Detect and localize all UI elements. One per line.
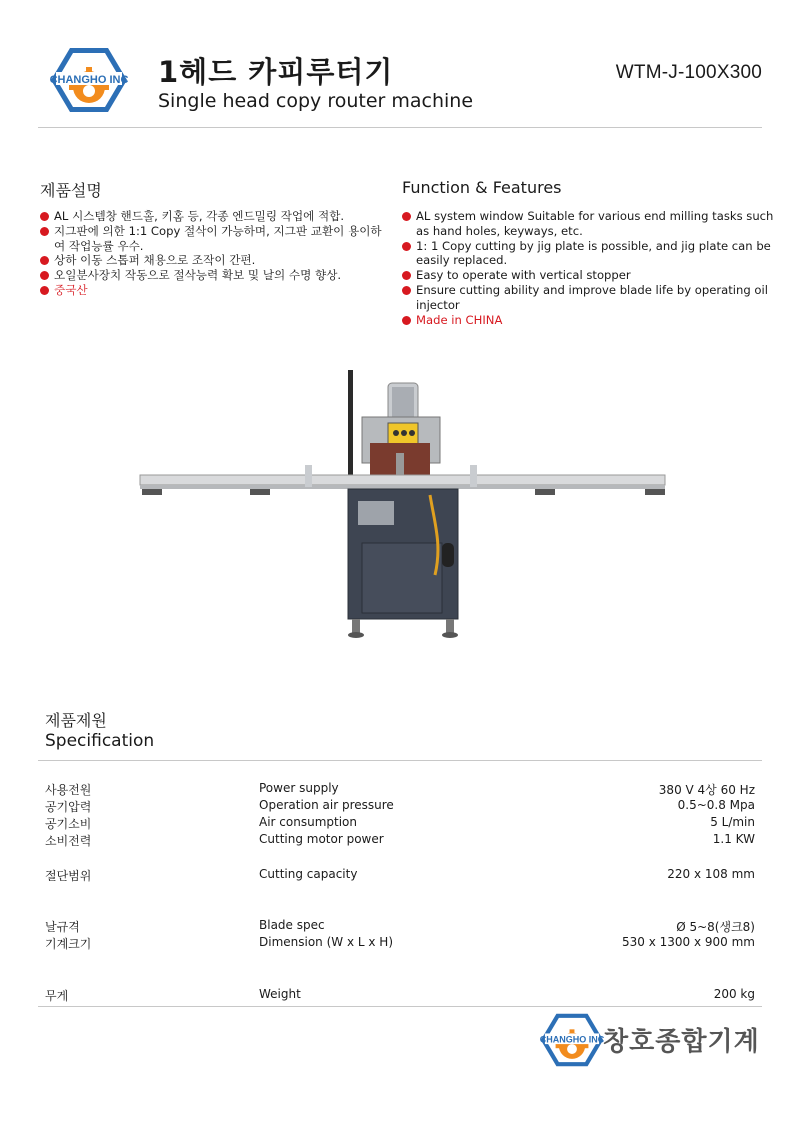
feature-item <box>402 313 782 328</box>
footer-logo <box>540 1012 604 1068</box>
description-kr-list <box>40 209 385 298</box>
spec-label-kr: 무게 <box>45 989 69 1003</box>
spec-value: 220 x 108 mm <box>667 867 755 881</box>
footer-company-name: 창호종합기계 <box>603 1027 760 1057</box>
feature-text: Ensure cutting ability and improve blade life by operating oil injector <box>416 282 768 312</box>
spec-value: 1.1 KW <box>712 832 755 846</box>
feature-text: Made in CHINA <box>416 312 503 327</box>
description-en-list <box>402 209 782 327</box>
spec-row <box>45 832 755 849</box>
model-number: WTM-J-100X300 <box>615 62 762 83</box>
bullet-icon <box>402 286 411 295</box>
bullet-icon <box>402 242 411 251</box>
spec-row <box>45 815 755 832</box>
description-en-title: Function & Features <box>402 178 562 197</box>
feature-text: AL system window Suitable for various end milling tasks such as hand holes, keyways, etc. <box>416 209 774 238</box>
spec-value: 380 V 4상 60 Hz <box>658 783 755 797</box>
spec-label-kr: 공기압력 <box>45 800 92 814</box>
feature-item <box>40 224 385 254</box>
feature-text: AL 시스템창 핸드홀, 키홈 등, 각종 엔드밀링 작업에 적합. <box>54 209 345 223</box>
spec-label-kr: 절단범위 <box>45 869 92 883</box>
spec-row <box>45 798 755 815</box>
spec-label-kr: 소비전력 <box>45 834 92 848</box>
description-kr-title: 제품설명 <box>40 181 102 200</box>
feature-item <box>40 253 385 268</box>
feature-text: 상하 이동 스톱퍼 채용으로 조작이 간편. <box>54 253 256 268</box>
spec-value: Ø 5~8(생크8) <box>676 920 755 934</box>
spec-value: 0.5~0.8 Mpa <box>677 798 755 812</box>
spec-row <box>45 867 755 884</box>
spec-bottom-divider <box>38 1006 762 1007</box>
bullet-icon <box>40 271 49 280</box>
spec-label-en: Weight <box>259 987 301 1001</box>
bullet-icon <box>40 227 49 236</box>
feature-text: 중국산 <box>54 282 88 297</box>
spec-label-kr: 사용전원 <box>45 783 92 797</box>
spec-label-en: Cutting motor power <box>259 832 384 846</box>
feature-item <box>40 209 385 224</box>
feature-text: 오일분사장치 작동으로 절삭능력 확보 및 날의 수명 향상. <box>54 268 342 283</box>
feature-item <box>402 239 782 269</box>
svg-text:CHANGHO INC: CHANGHO INC <box>540 1034 604 1045</box>
spec-label-en: Operation air pressure <box>259 798 394 812</box>
bullet-icon <box>40 212 49 221</box>
spec-top-divider <box>38 760 762 761</box>
spec-title-kr: 제품제원 <box>45 711 107 730</box>
spec-label-en: Dimension (W x L x H) <box>259 935 393 949</box>
feature-text: Easy to operate with vertical stopper <box>416 268 631 283</box>
feature-item <box>402 283 782 313</box>
feature-item <box>40 283 385 298</box>
feature-text: 1: 1 Copy cutting by jig plate is possible, and jig plate can be easily replaced. <box>416 238 771 268</box>
spec-row <box>45 781 755 798</box>
spec-label-en: Blade spec <box>259 918 325 932</box>
spec-label-en: Cutting capacity <box>259 867 358 881</box>
feature-item <box>402 209 782 239</box>
spec-value: 5 L/min <box>710 815 755 829</box>
svg-text:CHANGHO INC: CHANGHO INC <box>50 74 128 86</box>
spec-value: 200 kg <box>713 987 755 1001</box>
spec-label-kr: 공기소비 <box>45 817 92 831</box>
bullet-icon <box>402 316 411 325</box>
bullet-icon <box>40 286 49 295</box>
spec-title-en: Specification <box>45 731 155 751</box>
spec-label-kr: 날규격 <box>45 920 80 934</box>
spec-label-kr: 기계크기 <box>45 937 92 951</box>
header-divider <box>38 127 762 128</box>
spec-row <box>45 935 755 952</box>
spec-label-en: Air consumption <box>259 815 357 829</box>
spec-row <box>45 918 755 935</box>
title-korean: 1헤드 카피루터기 <box>158 55 394 89</box>
spec-value: 530 x 1300 x 900 mm <box>621 935 755 949</box>
machine-image <box>130 365 675 650</box>
feature-item <box>402 268 782 283</box>
bullet-icon <box>402 212 411 221</box>
feature-item <box>40 268 385 283</box>
title-english: Single head copy router machine <box>158 90 474 112</box>
bullet-icon <box>40 256 49 265</box>
feature-text: 지그판에 의한 1:1 Copy 절삭이 가능하며, 지그판 교환이 용이하여 작업능률 우수. <box>54 223 382 253</box>
changho-logo <box>50 46 128 114</box>
spec-row <box>45 987 755 1004</box>
bullet-icon <box>402 271 411 280</box>
spec-label-en: Power supply <box>259 781 339 795</box>
